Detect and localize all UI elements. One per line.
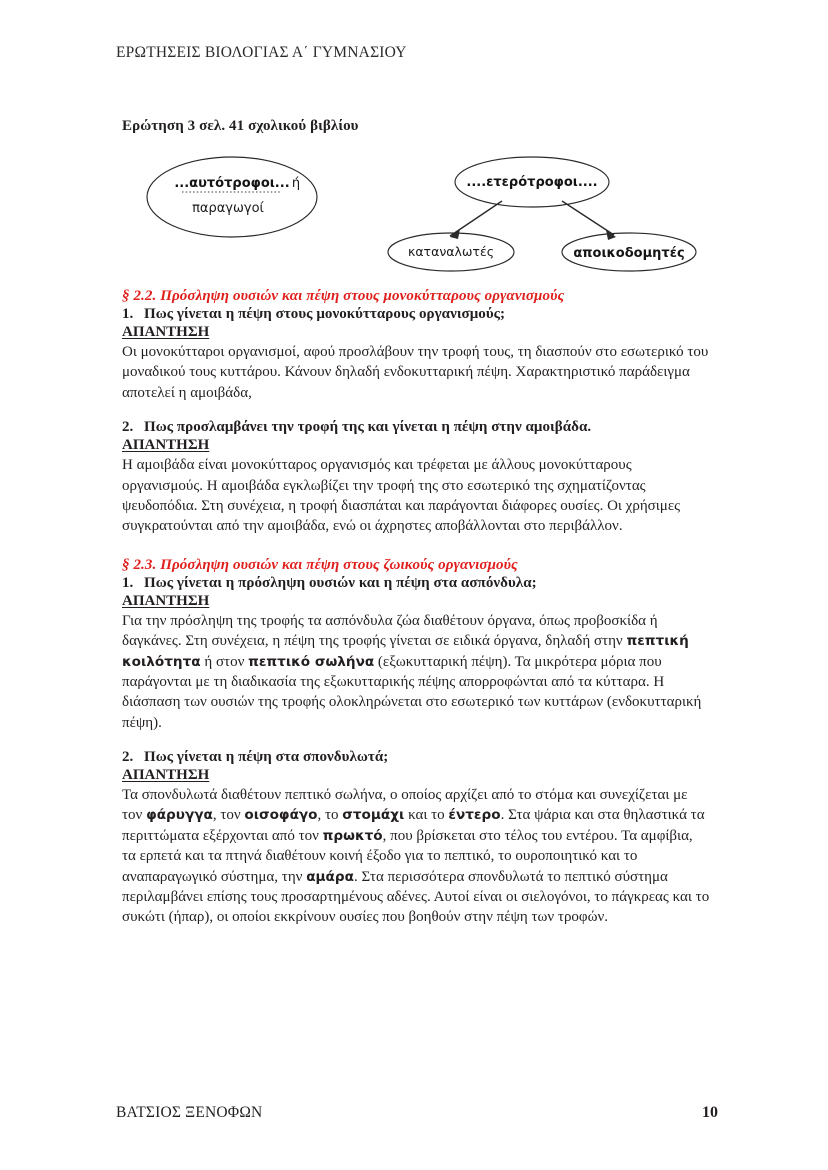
question-text: Πως γίνεται η πρόσληψη ουσιών και η πέψη στα ασπόνδυλα; (144, 574, 537, 591)
question-text: Πως προσλαμβάνει την τροφή της και γίνεται η πέψη στην αμοιβάδα. (144, 419, 592, 436)
answer-label-2-2-2: ΑΠΑΝΤΗΣΗ (122, 437, 210, 454)
spacer (122, 537, 710, 557)
page-footer (116, 1104, 718, 1122)
emphasised-term: πεπτικό σωλήνα (248, 653, 375, 670)
answer-text-2-2-2: Η αμοιβάδα είναι μονοκύτταρος οργανισμός και τρέφεται με άλλους μονοκύτταρους οργανισμούς. Η αμοιβάδα εγκλωβίζει την τροφή της στο εσωτερικό της σχηματίζοντας ψευδοπόδια. Στη συνέχεια, η τροφή διασπάται και παράγονται διάφορες ουσίες. Οι χρήσιμες συγκρατούνται από την αμοιβάδα, ενώ οι άχρηστες αποβάλλονται στο περιβάλλον. (122, 457, 681, 535)
answer-label-2-3-1: ΑΠΑΝΤΗΣΗ (122, 592, 210, 609)
question-number: 2. (122, 419, 134, 436)
text-run: . Στα ψάρια και στα θηλαστικά τα περιττώματα εξέρχονται από τον (122, 807, 705, 844)
footer-page-number: 10 (702, 1104, 718, 1121)
question-text: Πως γίνεται η πέψη στους μονοκύτταρους οργανισμούς; (144, 306, 506, 322)
question-2-2-1 (122, 306, 710, 323)
section-heading-2-3: § 2.3. Πρόσληψη ουσιών και πέψη στους ζωικούς οργανισμούς (122, 556, 518, 573)
text-run: και το (404, 807, 449, 824)
question-number: 1. (122, 574, 134, 591)
text-run: ή στον (200, 653, 249, 670)
ellipse-autotrophs (147, 157, 317, 237)
answer-text-2-3-1 (122, 611, 710, 733)
text-run: Τα σπονδυλωτά διαθέτουν πεπτικό σωλήνα, ο οποίος αρχίζει από το στόμα και συνεχίζεται με τον (122, 787, 688, 824)
answer-label-2-3-2: ΑΠΑΝΤΗΣΗ (122, 767, 210, 784)
diagram-label-decomposers: αποικοδομητές (573, 246, 685, 261)
text-run: , τον (212, 807, 245, 824)
section-heading-2-2: § 2.2. Πρόσληψη ουσιών και πέψη στους μονοκύτταρους οργανισμούς (122, 288, 565, 304)
question-text: Πως γίνεται η πέψη στα σπονδυλωτά; (144, 749, 389, 766)
diagram-label-consumers: καταναλωτές (407, 244, 495, 259)
food-chain-diagram (124, 149, 700, 272)
document-content (122, 118, 710, 928)
text-run: (εξωκυτταρική πέψη). Τα μικρότερα μόρια που παράγονται με τη διαδικασία της εξωκυτταρικής πέψης απορροφώνται από τα κύτταρα. Η διάσπαση των ουσιών της τροφής ολοκληρώνεται στο εσωτερικό των κυττάρων (ενδοκυτταρική πέψη). (122, 653, 702, 731)
footer-author: ΒΑΤΣΙΟΣ ΞΕΝΟΦΩΝ (116, 1104, 263, 1121)
diagram-label-producers: παραγωγοί (192, 201, 264, 216)
question-number: 1. (122, 306, 134, 322)
answer-text-2-2-1: Οι μονοκύτταροι οργανισμοί, αφού προσλάβουν την τροφή τους, τη διασπούν στο εσωτερικό του μοναδικού τους κυττάρου. Κάνουν δηλαδή ενδοκυτταρική πέψη. Χαρακτηριστικό παράδειγμα αποτελεί η αμοιβάδα, (122, 344, 709, 401)
emphasised-term: φάρυγγα (146, 807, 213, 824)
emphasised-term: έντερο (448, 807, 501, 824)
diagram-label-heterotrophs: ....ετερότροφοι.... (466, 175, 598, 190)
spacer (122, 733, 710, 749)
spacer (122, 403, 710, 419)
question-2-3-1 (122, 575, 710, 592)
answer-text-2-3-2 (122, 785, 710, 928)
answer-label-2-2-1: ΑΠΑΝΤΗΣΗ (122, 324, 210, 340)
emphasised-term: πεπτική κοιλότητα (122, 633, 689, 670)
diagram-label-or: ή (291, 176, 301, 191)
question-reference-title: Ερώτηση 3 σελ. 41 σχολικού βιβλίου (122, 118, 359, 134)
emphasised-term: αμάρα (306, 868, 354, 885)
question-number: 2. (122, 749, 134, 766)
emphasised-term: στομάχι (342, 807, 405, 824)
emphasised-term: οισοφάγο (244, 807, 318, 824)
text-run: . Στα περισσότερα σπονδυλωτά το πεπτικό σύστημα περιλαμβάνει επίσης τους προσαρτημένους αδένες. Αυτοί είναι οι σιελογόνοι, το πάγκρεας και το συκώτι (ήπαρ), οι οποίοι εκκρίνουν ουσίες που βοηθούν στην πέψη των τροφών. (122, 868, 710, 926)
emphasised-term: πρωκτό (322, 827, 383, 844)
question-2-3-2 (122, 749, 710, 766)
text-run: , που βρίσκεται στο τέλος του εντέρου. Τα αμφίβια, τα ερπετά και τα πτηνά διαθέτουν κοινή έξοδο για το πεπτικό, το ουροποιητικό και το αναπαραγωγικό σύστημα, την (122, 827, 693, 885)
text-run: Για την πρόσληψη της τροφής τα ασπόνδυλα ζώα διαθέτουν όργανα, όπως προβοσκίδα ή δαγκάνες. Στη συνέχεια, η πέψη της τροφής γίνεται σε ειδικά όργανα, δηλαδή στην (122, 612, 658, 650)
running-header: ΕΡΩΤΗΣΕΙΣ ΒΙΟΛΟΓΙΑΣ Α΄ ΓΥΜΝΑΣΙΟΥ (116, 44, 407, 61)
diagram-label-autotrophs: ...αυτότροφοι... (174, 176, 290, 191)
text-run: , το (317, 807, 343, 824)
question-2-2-2 (122, 419, 710, 436)
